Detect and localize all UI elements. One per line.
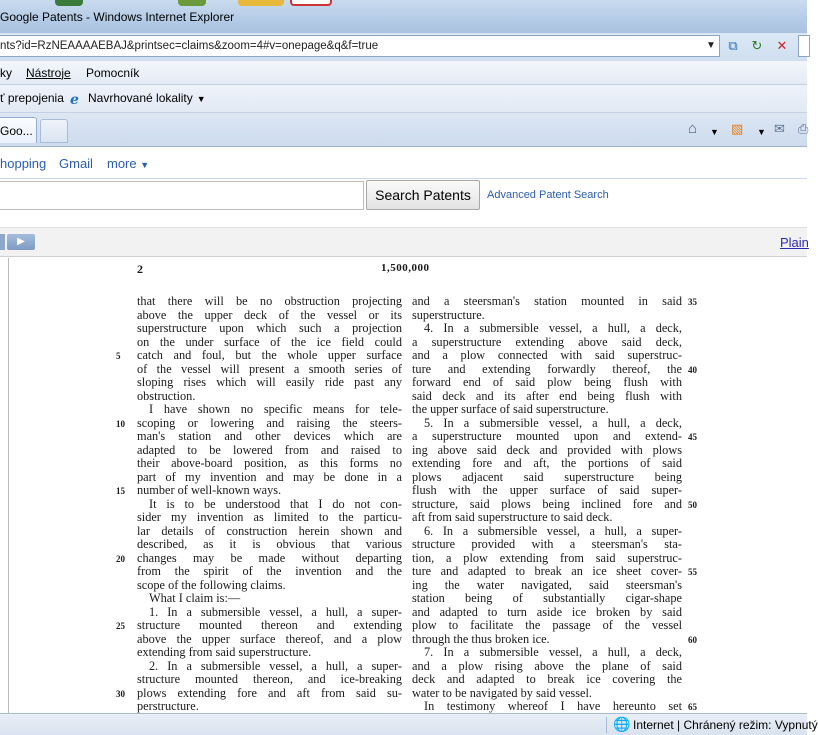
text-line: and a plow connected with said superstruc- [412, 348, 682, 362]
text-line: 1. In a submersible vessel, a hull, a super- [149, 604, 402, 619]
text-line: and adapted to turn aside ice broken by said [412, 604, 682, 619]
text-line: adapted to be lowered from and raised to [137, 442, 402, 457]
text-line: deck and adapted to break ice covering the [412, 672, 682, 686]
chevron-down-icon: ▼ [140, 160, 150, 170]
line-number: 40 [688, 364, 697, 375]
text-line: ture and adapted to break an ice sheet cover- [412, 564, 682, 578]
refresh-icon[interactable]: ↻ [751, 38, 763, 53]
text-line: tion, a plow extending from said superstruc- [412, 550, 682, 565]
text-line: What I claim is:— [149, 591, 241, 605]
patent-scan [0, 258, 807, 714]
text-line: structure provided with a steersman's sta- [412, 537, 682, 551]
line-number: 35 [688, 297, 697, 307]
line-number: 60 [688, 634, 697, 645]
text-line: scope of the following claims. [137, 577, 286, 592]
document-viewer[interactable] [0, 258, 807, 714]
stop-icon[interactable]: ✕ [776, 38, 788, 53]
chevron-down-icon: ▼ [196, 94, 206, 104]
favorites-bar [0, 85, 807, 113]
text-line: lar details of construction herein shown and [137, 523, 402, 538]
text-line: said deck and its after end being flush with [412, 388, 682, 403]
text-line: 2. In a submersible vessel, a hull, a super- [149, 658, 402, 673]
text-line: 5. In a submersible vessel, a hull, a deck, [424, 415, 682, 430]
patent-search-input[interactable] [0, 181, 364, 210]
text-line: obstruction. [137, 388, 196, 403]
chevron-down-icon[interactable]: ▼ [757, 127, 766, 137]
menu-tools[interactable]: Nástroje [26, 66, 71, 80]
taskbar-icon[interactable] [178, 0, 206, 6]
text-line: I have shown no specific means for tele- [149, 402, 402, 416]
search-box[interactable] [798, 35, 810, 57]
tab-bar [0, 113, 807, 147]
text-line: plows adjacent said superstructure being [412, 469, 682, 484]
text-line: aft from said superstructure to said deck. [412, 510, 613, 524]
menu-bar [0, 61, 807, 85]
divider [606, 717, 607, 733]
advanced-patent-search-link[interactable]: Advanced Patent Search [487, 189, 609, 201]
line-number: 65 [688, 702, 697, 712]
text-line: perstructure. [137, 699, 199, 713]
more-label: more [107, 156, 137, 171]
compatibility-view-icon[interactable]: ⧉ [728, 38, 738, 53]
text-line: part of my invention and may be done in a [137, 469, 402, 484]
divider [0, 178, 807, 179]
viewer-toolbar [0, 227, 807, 257]
text-line: plows extending fore and aft from said su- [137, 685, 402, 700]
right-text-column [412, 295, 682, 714]
text-line: structure, said plows being inclined fore and [412, 496, 682, 511]
left-text-column [137, 295, 402, 714]
taskbar-icon[interactable] [238, 0, 284, 6]
line-number: 55 [688, 567, 697, 577]
text-line: plow to facilitate the passage of the vessel [412, 618, 682, 632]
text-line: that there will be no obstruction projecting [137, 294, 402, 308]
text-line: of the vessel will present a smooth series of [137, 361, 402, 376]
text-line: It is to be understood that I do not con- [149, 496, 402, 511]
text-line: their above-board position, as this forms no [137, 456, 402, 470]
patent-number: 1,500,000 [381, 262, 430, 274]
taskbar-strip [0, 0, 807, 7]
text-line: catch and foul, but the whole upper surface [137, 348, 402, 362]
favorite-links[interactable]: ť prepojenia [0, 91, 64, 105]
text-line: above the upper deck of the vessel or its [137, 307, 402, 322]
mail-icon[interactable]: ✉ [774, 121, 785, 136]
text-line: 6. In a submersible vessel, a hull, a super- [424, 523, 682, 538]
window-titlebar [0, 0, 807, 33]
page-number: 2 [137, 262, 143, 276]
line-number: 15 [116, 486, 125, 496]
text-line: flush with the upper surface of said super- [412, 483, 682, 497]
text-line: a superstructure extending above said deck, [412, 334, 682, 349]
text-line: on the under surface of the ice field could [137, 334, 402, 349]
text-line: scoping or lowering and raising the steers- [137, 415, 402, 430]
text-line: structure mounted thereon, and ice-breaking [137, 672, 402, 686]
line-number: 20 [116, 553, 125, 564]
text-line: from the spirit of the invention and the [137, 564, 402, 578]
link-gmail[interactable]: Gmail [59, 156, 93, 171]
text-line: above the upper surface thereof, and a plow [137, 631, 402, 646]
text-line: and a plow rising above the plane of said [412, 658, 682, 673]
taskbar-icon[interactable] [290, 0, 332, 6]
line-number: 10 [116, 418, 125, 429]
feeds-icon[interactable]: ▧ [731, 121, 744, 136]
text-line: 7. In a submersible vessel, a hull, a deck, [424, 645, 682, 659]
play-icon: ▶ [17, 236, 25, 247]
url-text: nts?id=RzNEAAAAEBAJ&printsec=claims&zoom=4#v=onepage&q&f=true [0, 40, 379, 52]
chevron-down-icon[interactable]: ▼ [710, 127, 719, 137]
text-line: 4. In a submersible vessel, a hull, a deck, [424, 321, 682, 335]
new-tab-button[interactable] [40, 119, 68, 143]
text-line: ing the water navigated, said steersman's [412, 577, 682, 592]
ie-icon: e [70, 92, 79, 108]
globe-icon: 🌐 [613, 716, 631, 732]
text-line: station being of substantially cigar-shape [412, 591, 682, 605]
line-number: 45 [688, 432, 697, 442]
text-line: and a steersman's station mounted in said [412, 294, 682, 308]
text-line: water to be navigated by said vessel. [412, 685, 592, 700]
text-line: extending from said superstructure. [137, 645, 312, 659]
plain-text-link[interactable]: Plain [780, 235, 809, 250]
status-bar [0, 713, 818, 735]
link-more[interactable] [107, 156, 149, 171]
google-bar [0, 148, 807, 178]
home-icon[interactable]: ⌂ [688, 120, 698, 137]
text-line: through the thus broken ice. [412, 631, 550, 646]
text-line: a superstructure mounted upon and extend- [412, 429, 682, 443]
web-page [0, 148, 807, 713]
line-number: 5 [116, 351, 121, 361]
text-line: man's station and other devices which are [137, 429, 402, 443]
search-patents-button[interactable]: Search Patents [366, 180, 480, 210]
text-line: sider my invention as limited to the particu- [137, 510, 402, 524]
suggested-sites-label: Navrhované lokality [88, 91, 193, 105]
text-line: structure mounted thereon and extending [137, 618, 402, 632]
line-number: 25 [116, 621, 125, 631]
url-field[interactable] [0, 35, 720, 57]
line-number: 50 [688, 499, 697, 510]
url-dropdown-icon[interactable]: ▼ [706, 40, 716, 51]
text-line: ture and extending forwardly thereof, the [412, 361, 682, 376]
security-zone[interactable]: Internet | Chránený režim: Vypnutý [633, 718, 818, 732]
suggested-sites[interactable] [70, 91, 206, 107]
next-page-button[interactable] [7, 234, 35, 250]
text-line: changes may be made without departing [137, 550, 402, 565]
text-line: sloping rises which will easily ride past any [137, 375, 402, 389]
text-line: In testimony whereof I have hereunto set [424, 699, 682, 713]
menu-help[interactable]: Pomocník [86, 66, 140, 80]
print-icon[interactable]: ⎙ [798, 121, 809, 136]
menu-favorites[interactable]: ky [0, 66, 12, 80]
tab-google-patents[interactable] [0, 117, 37, 143]
address-bar [0, 33, 807, 61]
text-line: superstructure. [412, 307, 485, 322]
text-line: forward end of said plow being flush with [412, 375, 682, 389]
text-line: superstructure upon which such a projection [137, 321, 402, 335]
tab-label: Goo... [0, 124, 33, 138]
line-number: 30 [116, 688, 125, 699]
text-line: the upper surface of said superstructure. [412, 402, 609, 416]
text-line: extending fore and aft, the portions of said [412, 456, 682, 470]
taskbar-icon[interactable] [55, 0, 83, 6]
window-title: Google Patents - Windows Internet Explorer [0, 10, 235, 24]
text-line: described, as it is obvious that various [137, 537, 402, 551]
text-line: ing above said deck and provided with plows [412, 442, 682, 457]
text-line: number of well-known ways. [137, 483, 282, 497]
prev-page-button[interactable] [0, 234, 5, 250]
link-shopping[interactable]: hopping [0, 156, 47, 171]
